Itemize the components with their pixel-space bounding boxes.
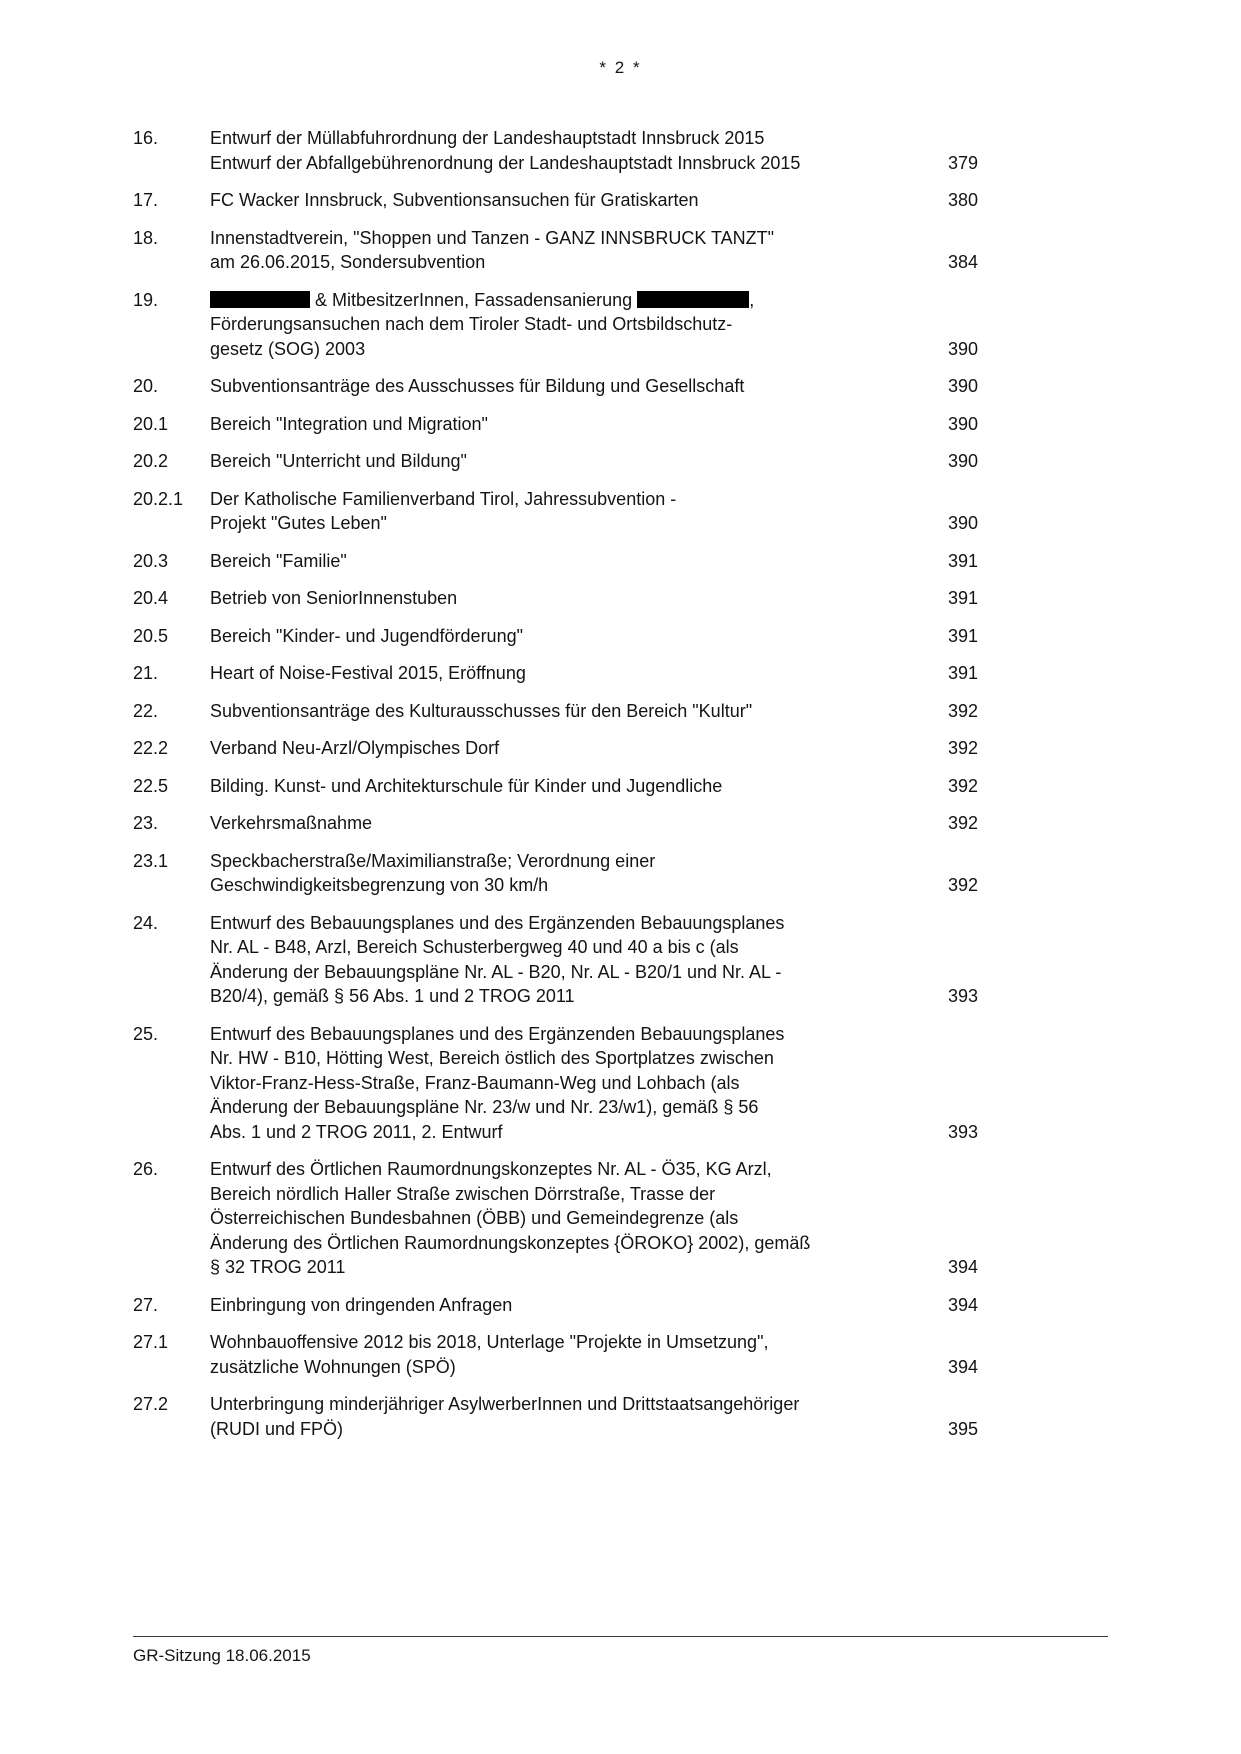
item-page: 394	[947, 1356, 978, 1377]
item-page: 394	[947, 1257, 978, 1277]
item-text-line: Nr. HW - B10, Hötting West, Bereich östlich des Sportplatzes zwischen	[210, 1048, 774, 1068]
item-number: 20.1	[133, 413, 169, 434]
item-text-line: (RUDI und FPÖ)	[210, 1418, 344, 1439]
toc-item	[133, 1157, 978, 1280]
item-page: 394	[947, 1294, 978, 1315]
item-text-line: Verband Neu-Arzl/Olympisches Dorf	[210, 738, 500, 758]
toc-item	[133, 586, 978, 611]
item-text-line: B20/4), gemäß § 56 Abs. 1 und 2 TROG 2011	[210, 986, 575, 1006]
item-number: 23.1	[133, 850, 169, 871]
redaction-bar	[637, 291, 749, 308]
item-page: 391	[947, 550, 978, 571]
item-text	[210, 549, 920, 574]
item-text	[210, 126, 920, 175]
item-text	[210, 1330, 920, 1379]
item-number: 16.	[133, 128, 159, 148]
item-text-line: Subventionsanträge des Kulturausschusses für den Bereich "Kultur"	[210, 700, 753, 721]
item-text-line: Bereich "Familie"	[210, 550, 347, 571]
item-text-line: Bereich "Integration und Migration"	[210, 413, 488, 434]
toc-item	[133, 624, 978, 649]
toc-item	[133, 774, 978, 799]
item-page: 395	[947, 1418, 978, 1439]
item-text-line: Der Katholische Familienverband Tirol, Jahressubvention -	[210, 488, 677, 509]
item-text	[210, 1293, 920, 1318]
toc-item	[133, 1330, 978, 1379]
item-page: 379	[947, 152, 978, 173]
item-text	[210, 699, 920, 724]
item-number: 24.	[133, 912, 159, 933]
toc-item	[133, 1022, 978, 1145]
toc-item	[133, 849, 978, 898]
item-text	[210, 188, 920, 213]
item-number: 17.	[133, 190, 159, 210]
item-text-line: Wohnbauoffensive 2012 bis 2018, Unterlage "Projekte in Umsetzung",	[210, 1332, 769, 1352]
toc-item	[133, 811, 978, 836]
item-text-line: Entwurf des Örtlichen Raumordnungskonzeptes Nr. AL - Ö35, KG Arzl,	[210, 1159, 772, 1179]
toc-item	[133, 226, 978, 275]
item-text-line: Innenstadtverein, "Shoppen und Tanzen - GANZ INNSBRUCK TANZT"	[210, 227, 775, 248]
item-page: 392	[947, 700, 978, 721]
item-text-line: Viktor-Franz-Hess-Straße, Franz-Baumann-Weg und Lohbach (als	[210, 1072, 740, 1093]
toc-item	[133, 412, 978, 437]
item-page: 392	[947, 738, 978, 758]
footer-divider	[133, 1636, 1108, 1637]
item-number: 26.	[133, 1159, 159, 1179]
item-text	[210, 1157, 920, 1280]
item-text-line: zusätzliche Wohnungen (SPÖ)	[210, 1356, 456, 1377]
toc-item	[133, 188, 978, 213]
page-number-header: * 2 *	[599, 58, 642, 77]
item-text	[210, 811, 920, 836]
item-page: 390	[947, 451, 978, 471]
item-number: 22.2	[133, 738, 169, 758]
item-text-line: Entwurf des Bebauungsplanes und des Ergänzenden Bebauungsplanes	[210, 912, 785, 933]
redaction-bar	[210, 291, 310, 308]
item-text-line: Entwurf der Abfallgebührenordnung der Landeshauptstadt Innsbruck 2015	[210, 152, 801, 173]
item-page: 391	[947, 625, 978, 646]
item-text-line: Förderungsansuchen nach dem Tiroler Stadt- und Ortsbildschutz-	[210, 314, 733, 334]
item-text	[210, 412, 920, 437]
item-page: 392	[947, 875, 978, 895]
item-number: 20.3	[133, 550, 169, 571]
toc-item	[133, 126, 978, 175]
toc-item	[133, 449, 978, 474]
item-text-line: Bereich "Kinder- und Jugendförderung"	[210, 625, 523, 646]
item-text	[210, 288, 920, 362]
item-text-line: Bereich nördlich Haller Straße zwischen Dörrstraße, Trasse der	[210, 1183, 716, 1204]
toc-item	[133, 1293, 978, 1318]
item-page: 384	[947, 252, 978, 272]
item-text-line: Subventionsanträge des Ausschusses für Bildung und Gesellschaft	[210, 376, 745, 396]
toc-list	[133, 126, 978, 1454]
item-text-line: Nr. AL - B48, Arzl, Bereich Schusterbergweg 40 und 40 a bis c (als	[210, 937, 739, 957]
item-text	[210, 449, 920, 474]
page-footer	[133, 1636, 1108, 1666]
item-text	[210, 736, 920, 761]
item-text-line: & MitbesitzerInnen, Fassadensanierung ,	[210, 288, 920, 313]
item-number: 20.5	[133, 625, 169, 646]
item-page: 392	[947, 775, 978, 796]
item-page: 390	[947, 338, 978, 359]
item-text	[210, 624, 920, 649]
item-text-line: Speckbacherstraße/Maximilianstraße; Verordnung einer	[210, 850, 656, 871]
item-text-line: Projekt "Gutes Leben"	[210, 513, 387, 533]
item-page: 391	[947, 588, 978, 608]
item-text-line: Betrieb von SeniorInnenstuben	[210, 588, 458, 608]
footer-text: GR-Sitzung 18.06.2015	[133, 1646, 311, 1665]
item-number: 20.2	[133, 451, 169, 471]
item-page: 391	[947, 663, 978, 683]
toc-item	[133, 288, 978, 362]
toc-item	[133, 1392, 978, 1441]
item-number: 27.1	[133, 1332, 169, 1352]
item-number: 20.2.1	[133, 488, 184, 509]
item-text	[210, 1392, 920, 1441]
item-number: 21.	[133, 663, 159, 683]
item-number: 20.4	[133, 588, 169, 608]
item-number: 25.	[133, 1023, 159, 1044]
item-page: 390	[947, 513, 978, 533]
item-text-line: Änderung der Bebauungspläne Nr. 23/w und Nr. 23/w1), gemäß § 56	[210, 1097, 759, 1117]
item-text-line: Entwurf des Bebauungsplanes und des Ergänzenden Bebauungsplanes	[210, 1023, 785, 1044]
item-text-line: Änderung des Örtlichen Raumordnungskonzeptes {ÖROKO} 2002), gemäß	[210, 1232, 811, 1253]
item-page: 380	[947, 190, 978, 210]
item-text-line: Geschwindigkeitsbegrenzung von 30 km/h	[210, 875, 549, 895]
toc-item	[133, 699, 978, 724]
item-number: 27.	[133, 1294, 159, 1315]
item-page: 390	[947, 376, 978, 396]
item-page: 393	[947, 1121, 978, 1142]
item-text-line: Änderung der Bebauungspläne Nr. AL - B20, Nr. AL - B20/1 und Nr. AL -	[210, 961, 782, 982]
item-number: 18.	[133, 227, 159, 248]
item-text	[210, 774, 920, 799]
item-text-line: Bereich "Unterricht und Bildung"	[210, 451, 467, 471]
item-text-line: Verkehrsmaßnahme	[210, 813, 373, 833]
item-text	[210, 661, 920, 686]
item-text	[210, 374, 920, 399]
item-text-line: am 26.06.2015, Sondersubvention	[210, 252, 486, 272]
item-text-line: § 32 TROG 2011	[210, 1257, 346, 1277]
item-text-line: gesetz (SOG) 2003	[210, 338, 366, 359]
item-page: 390	[947, 413, 978, 434]
toc-item	[133, 661, 978, 686]
item-number: 22.5	[133, 775, 169, 796]
item-text-line: Heart of Noise-Festival 2015, Eröffnung	[210, 663, 526, 683]
item-text-line: Unterbringung minderjähriger AsylwerberInnen und Drittstaatsangehöriger	[210, 1394, 800, 1414]
item-text-line: Entwurf der Müllabfuhrordnung der Landeshauptstadt Innsbruck 2015	[210, 128, 765, 148]
item-text	[210, 911, 920, 1009]
item-text-line: Österreichischen Bundesbahnen (ÖBB) und Gemeindegrenze (als	[210, 1208, 739, 1228]
item-text-line: Abs. 1 und 2 TROG 2011, 2. Entwurf	[210, 1121, 503, 1142]
item-number: 22.	[133, 700, 159, 721]
item-text-line: FC Wacker Innsbruck, Subventionsansuchen für Gratiskarten	[210, 190, 699, 210]
toc-item	[133, 736, 978, 761]
toc-item	[133, 487, 978, 536]
toc-item	[133, 549, 978, 574]
item-page: 392	[947, 813, 978, 833]
item-text	[210, 586, 920, 611]
item-text	[210, 849, 920, 898]
item-number: 27.2	[133, 1394, 169, 1414]
item-page: 393	[947, 986, 978, 1006]
item-text	[210, 226, 920, 275]
toc-item	[133, 911, 978, 1009]
item-text-line: Einbringung von dringenden Anfragen	[210, 1294, 513, 1315]
toc-item	[133, 374, 978, 399]
item-number: 23.	[133, 813, 159, 833]
item-text-line: Bilding. Kunst- und Architekturschule für Kinder und Jugendliche	[210, 775, 723, 796]
item-text	[210, 487, 920, 536]
item-number: 19.	[133, 289, 159, 310]
item-text	[210, 1022, 920, 1145]
item-number: 20.	[133, 376, 159, 396]
